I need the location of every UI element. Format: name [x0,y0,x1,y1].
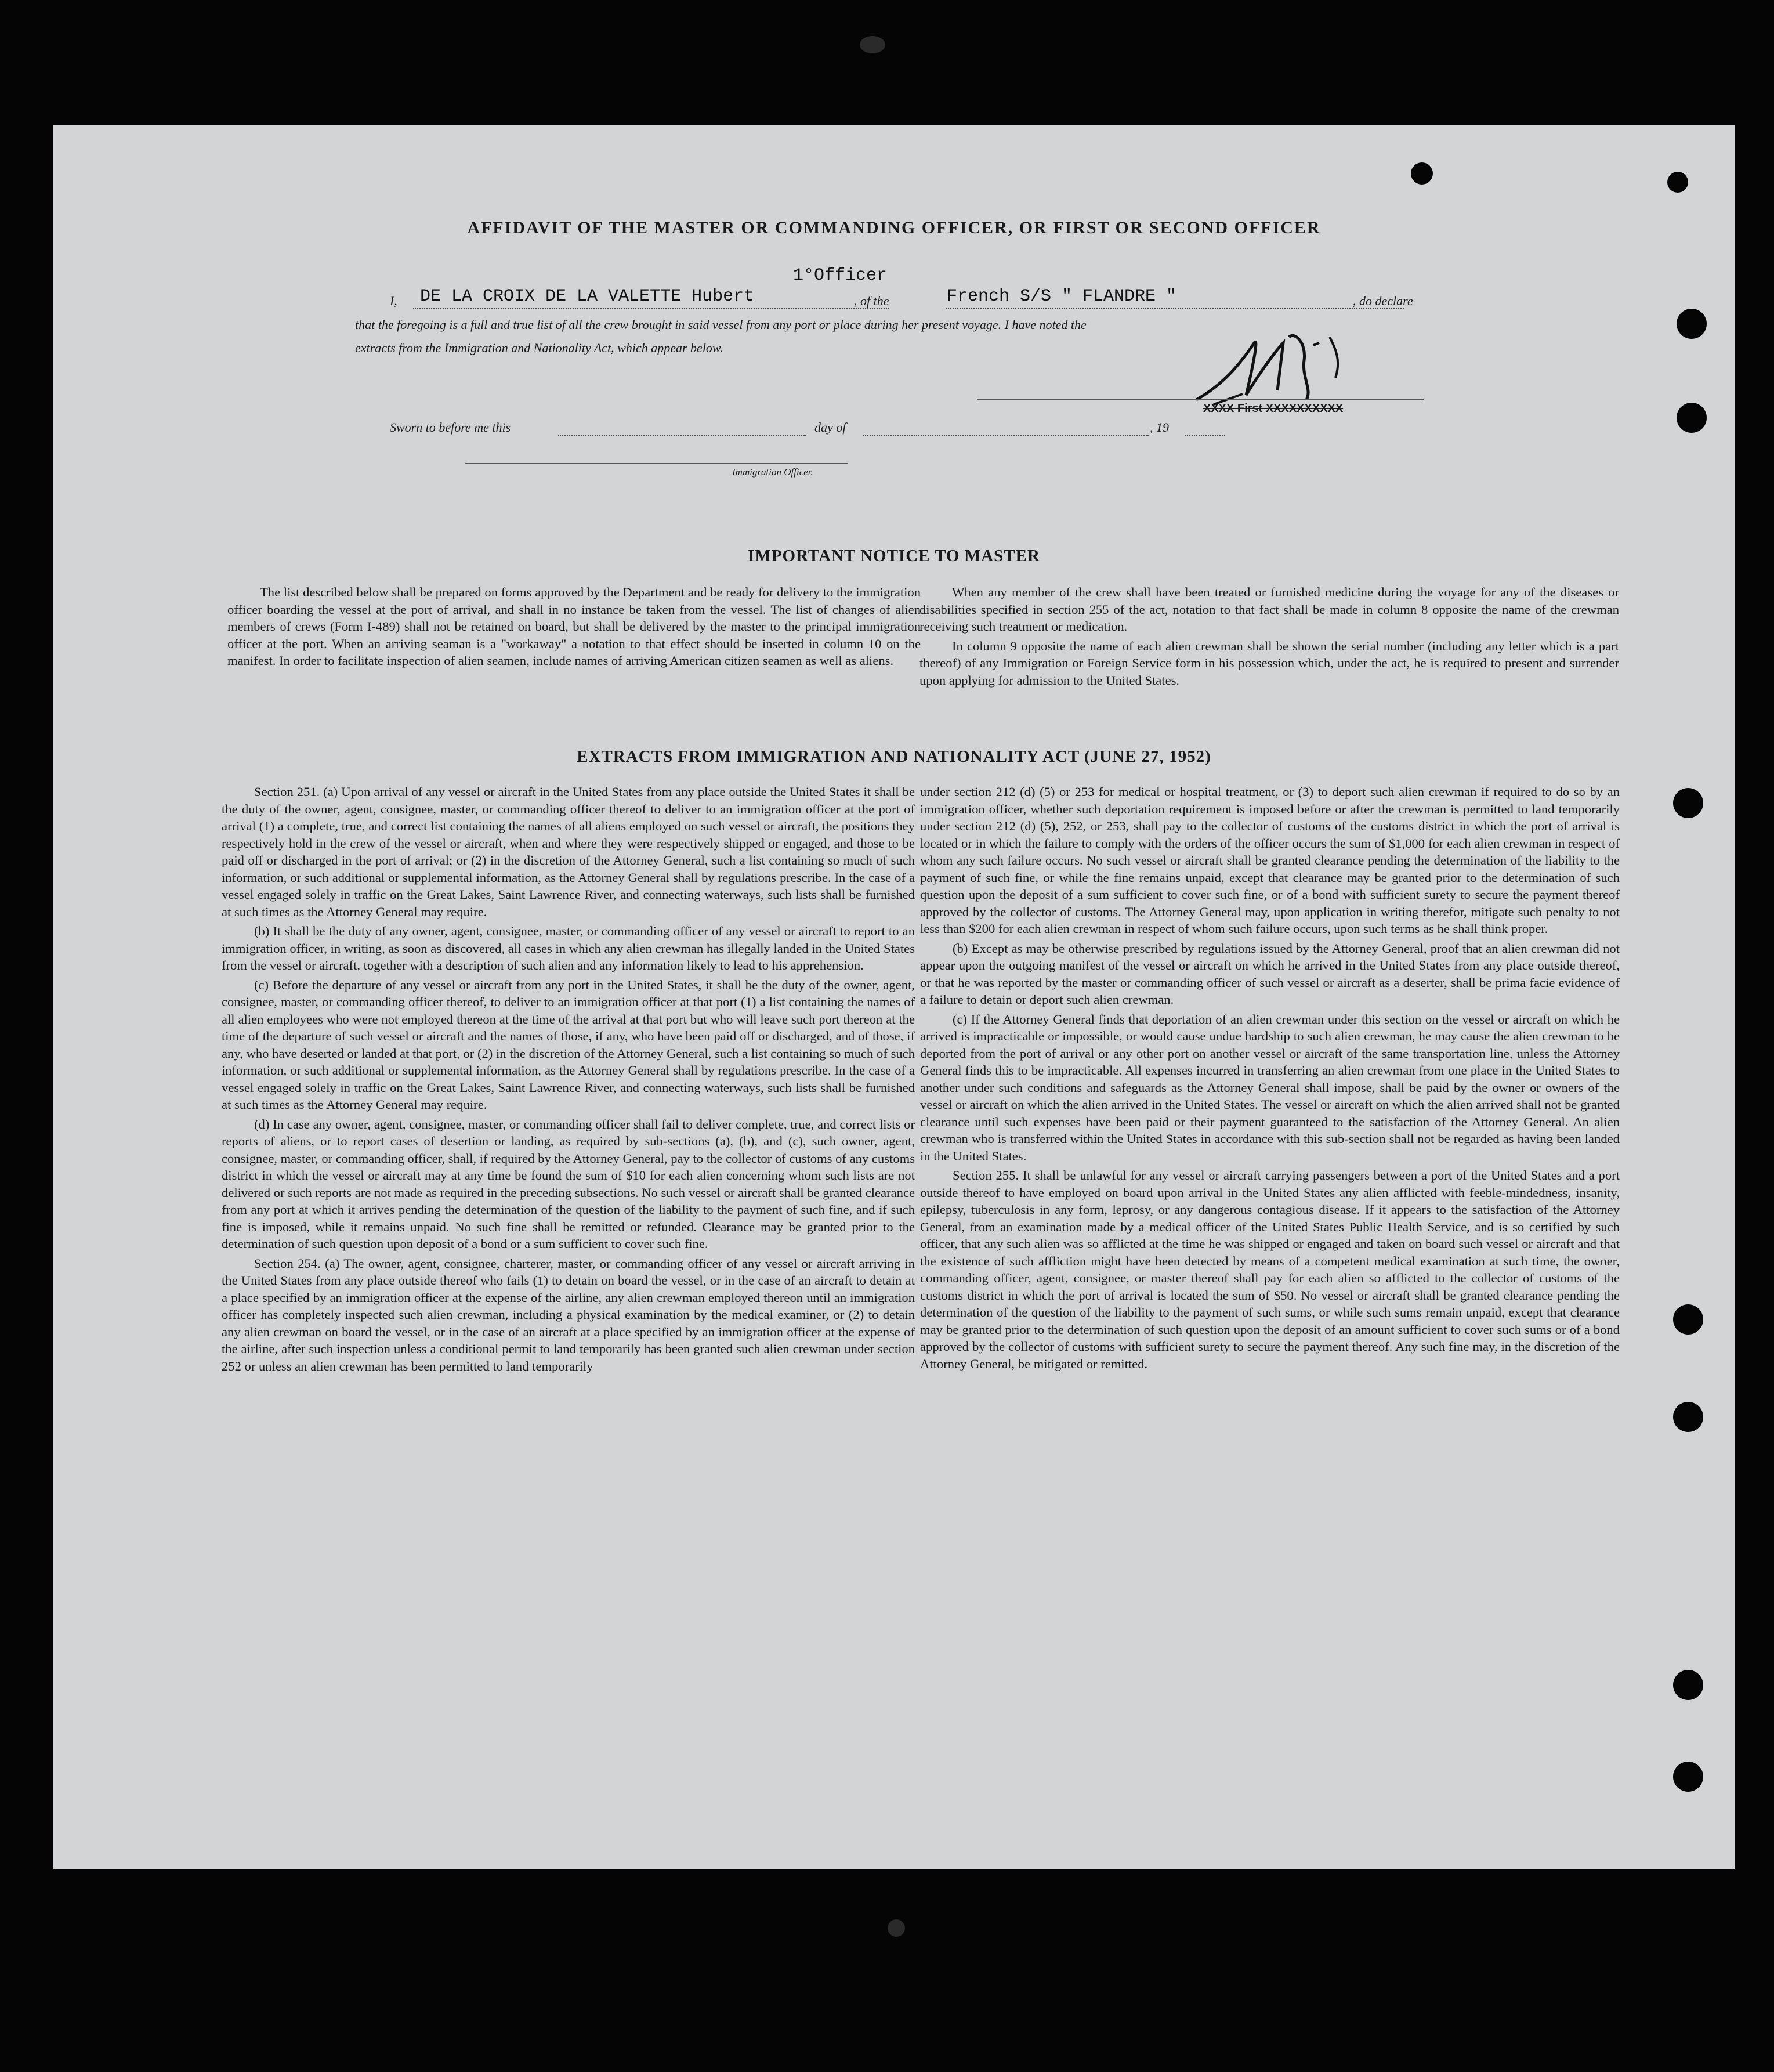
name-underline [413,308,889,309]
sworn-before-label: Sworn to before me this [390,420,511,435]
extracts-left-column [222,783,915,1377]
declarant-name: DE LA CROIX DE LA VALETTE Hubert [420,287,755,306]
extract-paragraph: Section 251. (a) Upon arrival of any vessel or aircraft in the United States from any place outside the United States it shall be the duty of the owner, agent, consignee, master, or commanding officer thereof to deliver to an immigration officer at the port of arrival (1) a complete, true, and correct list containing the names of all aliens employed on such vessel or aircraft, the positions they respectively hold in the crew of the vessel or aircraft, when and where they were respectively shipped or engaged, and those to be paid off or discharged in the port of arrival; or (2) in the discretion of the Attorney General, such a list containing so much of such information, or such additional or supplemental information, as the Attorney General shall by regulations prescribe. In the case of a vessel engaged solely in traffic on the Great Lakes, Saint Lawrence River, and connecting waterways, such lists shall be furnished at such times as the Attorney General may require. [222,784,915,919]
document-page [53,125,1735,1869]
punch-hole [1673,788,1703,818]
notice-left-column [227,584,921,672]
notice-title: IMPORTANT NOTICE TO MASTER [748,547,1040,565]
extract-paragraph: under section 212 (d) (5) or 253 for medical or hospital treatment, or (3) to deport such alien crewman if required to do so by an immigration officer, whether such deportation requirement is imposed before or after the crewman is permitted to land temporarily under section 212 (d) (5), 252, or 253, shall pay to the collector of customs of the customs district in which the port of arrival is located or in which the failure to comply with the orders of the officer occurs the sum of $1,000 for each alien crewman in respect of whom any such failure occurs. No such vessel or aircraft shall be granted clearance pending the determination of the liability to the payment of such fine, or while the fine remains unpaid, except that clearance may be granted prior to the determination of such question upon the deposit of a sum sufficient to cover such fine, or of a bond with sufficient surety to secure the payment thereof approved by the collector of customs. The Attorney General may, upon application in writing therefor, mitigate such penalty to not less than $200 for each alien crewman in respect of whom such failure occurs, upon such terms as he shall think proper. [920,784,1620,936]
extracts-right-column [920,783,1620,1375]
extracts-title: EXTRACTS FROM IMMIGRATION AND NATIONALITY ACT (JUNE 27, 1952) [577,747,1211,766]
immigration-officer-label: Immigration Officer. [732,467,813,478]
punch-hole [1673,1670,1703,1700]
notice-left-paragraph: The list described below shall be prepared on forms approved by the Department and be ready for delivery to the immigration officer boarding the vessel at the port of arrival, and shall in no instance be taken from the vessel. The list of changes of alien members of crews (Form I-489) shall not be retained on board, but shall be delivered by the master to the principal immigration officer at the port. When an arriving seaman is a "workaway" a notation to that effect should be inserted in column 10 on the manifest. In order to facilitate inspection of alien seamen, include names of arriving American citizen seamen as well as aliens. [227,585,921,668]
punch-hole [1673,1762,1703,1792]
signature-caption: XXXX First XXXXXXXXXX [1203,402,1344,415]
notice-right-paragraph-2: In column 9 opposite the name of each alien crewman shall be shown the serial number (including any letter which is a part thereof) of any Immigration or Foreign Service form in his possession which, under the act, he is required to present and surrender upon applying for admission to the United States. [919,638,1619,688]
do-declare-label: , do declare [1353,294,1413,308]
punch-hole [1677,403,1707,433]
of-the-label: , of the [854,294,889,308]
day-of-label: day of [814,420,846,435]
extract-paragraph: (b) Except as may be otherwise prescribed by regulations issued by the Attorney General, proof that an alien crewman did not appear upon the outgoing manifest of the vessel or aircraft on which he arrived in the United States from any place outside thereof, or that he was reported by the master or commanding officer of such vessel or aircraft as a deserter, shall be prima facie evidence of a failure to detain or deport such alien crewman. [920,941,1620,1007]
affidavit-title: AFFIDAVIT OF THE MASTER OR COMMANDING OFFICER, OR FIRST OR SECOND OFFICER [467,218,1321,237]
vessel-name: French S/S " FLANDRE " [947,287,1177,306]
officer-rank: 1°Officer [793,266,888,285]
year-line [1185,435,1225,436]
dust-speck [888,1919,905,1937]
year-prefix-label: , 19 [1150,420,1169,435]
sworn-month-line [863,435,1149,436]
punch-hole [1667,172,1688,193]
declaration-text-line2: extracts from the Immigration and Nationality Act, which appear below. [355,341,723,355]
punch-hole [1673,1402,1703,1432]
extract-paragraph: (c) If the Attorney General finds that deportation of an alien crewman under this section on the vessel or aircraft on which he arrived is impracticable or impossible, or would cause undue hardship to such alien crewman, he may cause the alien crewman to be deported from the port of arrival or any other port on another vessel or aircraft of the same transportation line, unless the Attorney General finds this to be impracticable. All expenses incurred in transferring an alien crewman from one place in the United States to another under such conditions and safeguards as the Attorney General shall impose, shall be paid by the owner or owners of the vessel or aircraft on which the alien arrived in the United States. The vessel or aircraft on which the alien arrived shall not be granted clearance until such expenses have been paid or their payment guaranteed to the satisfaction of the Attorney General. An alien crewman who is transferred within the United States in accordance with this sub-section shall not be regarded as having been landed in the United States. [920,1011,1620,1163]
sworn-day-line [558,435,806,436]
extract-paragraph: Section 254. (a) The owner, agent, consignee, charterer, master, or commanding officer of any vessel or aircraft arriving in the United States from any place outside thereof who fails (1) to detain on board the vessel, or in the case of an aircraft to detain at a place specified by an immigration officer at the expense of the airline, any alien crewman employed thereon until an immigration officer has completely inspected such alien crewman, including a physical examination by the medical examiner, or (2) to detain any alien crewman on board the vessel, or in the case of an aircraft at a place specified by an immigration officer at the expense of the airline, after such inspection unless a conditional permit to land temporarily has been granted such alien crewman under section 252 or unless an alien crewman has been permitted to land temporarily [222,1256,915,1373]
notice-right-column [919,584,1619,691]
immigration-officer-line [465,463,848,464]
extract-paragraph: Section 255. It shall be unlawful for any vessel or aircraft carrying passengers between a port of the United States and a port outside thereof to have employed on board upon arrival in the United States any alien afflicted with feeble-mindedness, insanity, epilepsy, tuberculosis in any form, leprosy, or any dangerous contagious disease. If it appears to the satisfaction of the Attorney General, from an examination made by a medical officer of the United States Public Health Service, and is so certified by such officer, that any such alien was so afflicted at the time he was shipped or engaged and taken on board such vessel or aircraft and that the existence of such affliction might have been detected by means of a competent medical examination at such time, the owner, commanding officer, agent, consignee, or master thereof shall pay for each alien so afflicted to the collector of customs of the customs district in which the port of arrival is located the sum of $50. No vessel or aircraft shall be granted clearance pending the determination of the question of the liability to the payment of such sums, or while such sums remain unpaid, except that clearance may be granted prior to the determination of such question upon the deposit of an amount sufficient to cover such sums or of a bond approved by the collector of customs with sufficient surety to secure the payment thereof. Any such fine may, in the discretion of the Attorney General, be mitigated or remitted. [920,1168,1620,1371]
declaration-text-line1: that the foregoing is a full and true list of all the crew brought in said vessel from any port or place during her present voyage. I have noted the [355,317,1087,332]
vessel-underline [946,308,1404,309]
declarant-prefix: I, [390,294,397,308]
punch-hole [1411,162,1433,185]
dust-speck [860,36,885,53]
extract-paragraph: (b) It shall be the duty of any owner, agent, consignee, master, or commanding officer of any vessel or aircraft to report to an immigration officer, in writing, as soon as discovered, all cases in which any alien crewman has illegally landed in the United States from the vessel or aircraft, together with a description of such alien and any information likely to lead to his apprehension. [222,924,915,972]
extract-paragraph: (c) Before the departure of any vessel or aircraft from any port in the United States, it shall be the duty of the owner, agent, consignee, master, or commanding officer thereof, to deliver to an immigration officer at that port (1) a list containing the names of all alien employees who were not employed thereon at the time of the arrival at that port but who will leave such port thereon at the time of the departure of such vessel or aircraft and the names of those, if any, who have been paid off or discharged, and of those, if any, who have deserted or landed at that port, or (2) in the discretion of the Attorney General, such a list containing so much of such information, or such additional or supplemental information, as the Attorney General shall by regulations prescribe. In the case of a vessel engaged solely in traffic on the Great Lakes, Saint Lawrence River, and connecting waterways, such lists shall be furnished at such times as the Attorney General may require. [222,977,915,1112]
punch-hole [1673,1304,1703,1335]
punch-hole [1677,309,1707,339]
extract-paragraph: (d) In case any owner, agent, consignee, master, or commanding officer shall fail to deliver complete, true, and correct lists or reports of aliens, or to report cases of desertion or landing, as required by sub-sections (a), (b), and (c), such owner, agent, consignee, master, or commanding officer, shall, if required by the Attorney General, pay to the collector of customs of any customs district in which the vessel or aircraft may at any time be found the sum of $10 for each alien concerning whom such lists are not delivered or such reports are not made as required in the preceding subsections. No such vessel or aircraft shall be granted clearance from any port at which it arrives pending the determination of the question of the liability to the payment of such fine, and if such fine is imposed, while it remains unpaid. No such fine shall be remitted or refunded. Clearance may be granted prior to the determination of such question upon deposit of a bond or a sum sufficient to cover such fine. [222,1116,915,1251]
signature-line [977,399,1424,400]
notice-right-paragraph-1: When any member of the crew shall have been treated or furnished medicine during the voyage for any of the diseases or disabilities specified in section 255 of the act, notation to that fact shall be made in column 8 opposite the name of the crewman receiving such treatment or medication. [919,585,1619,634]
